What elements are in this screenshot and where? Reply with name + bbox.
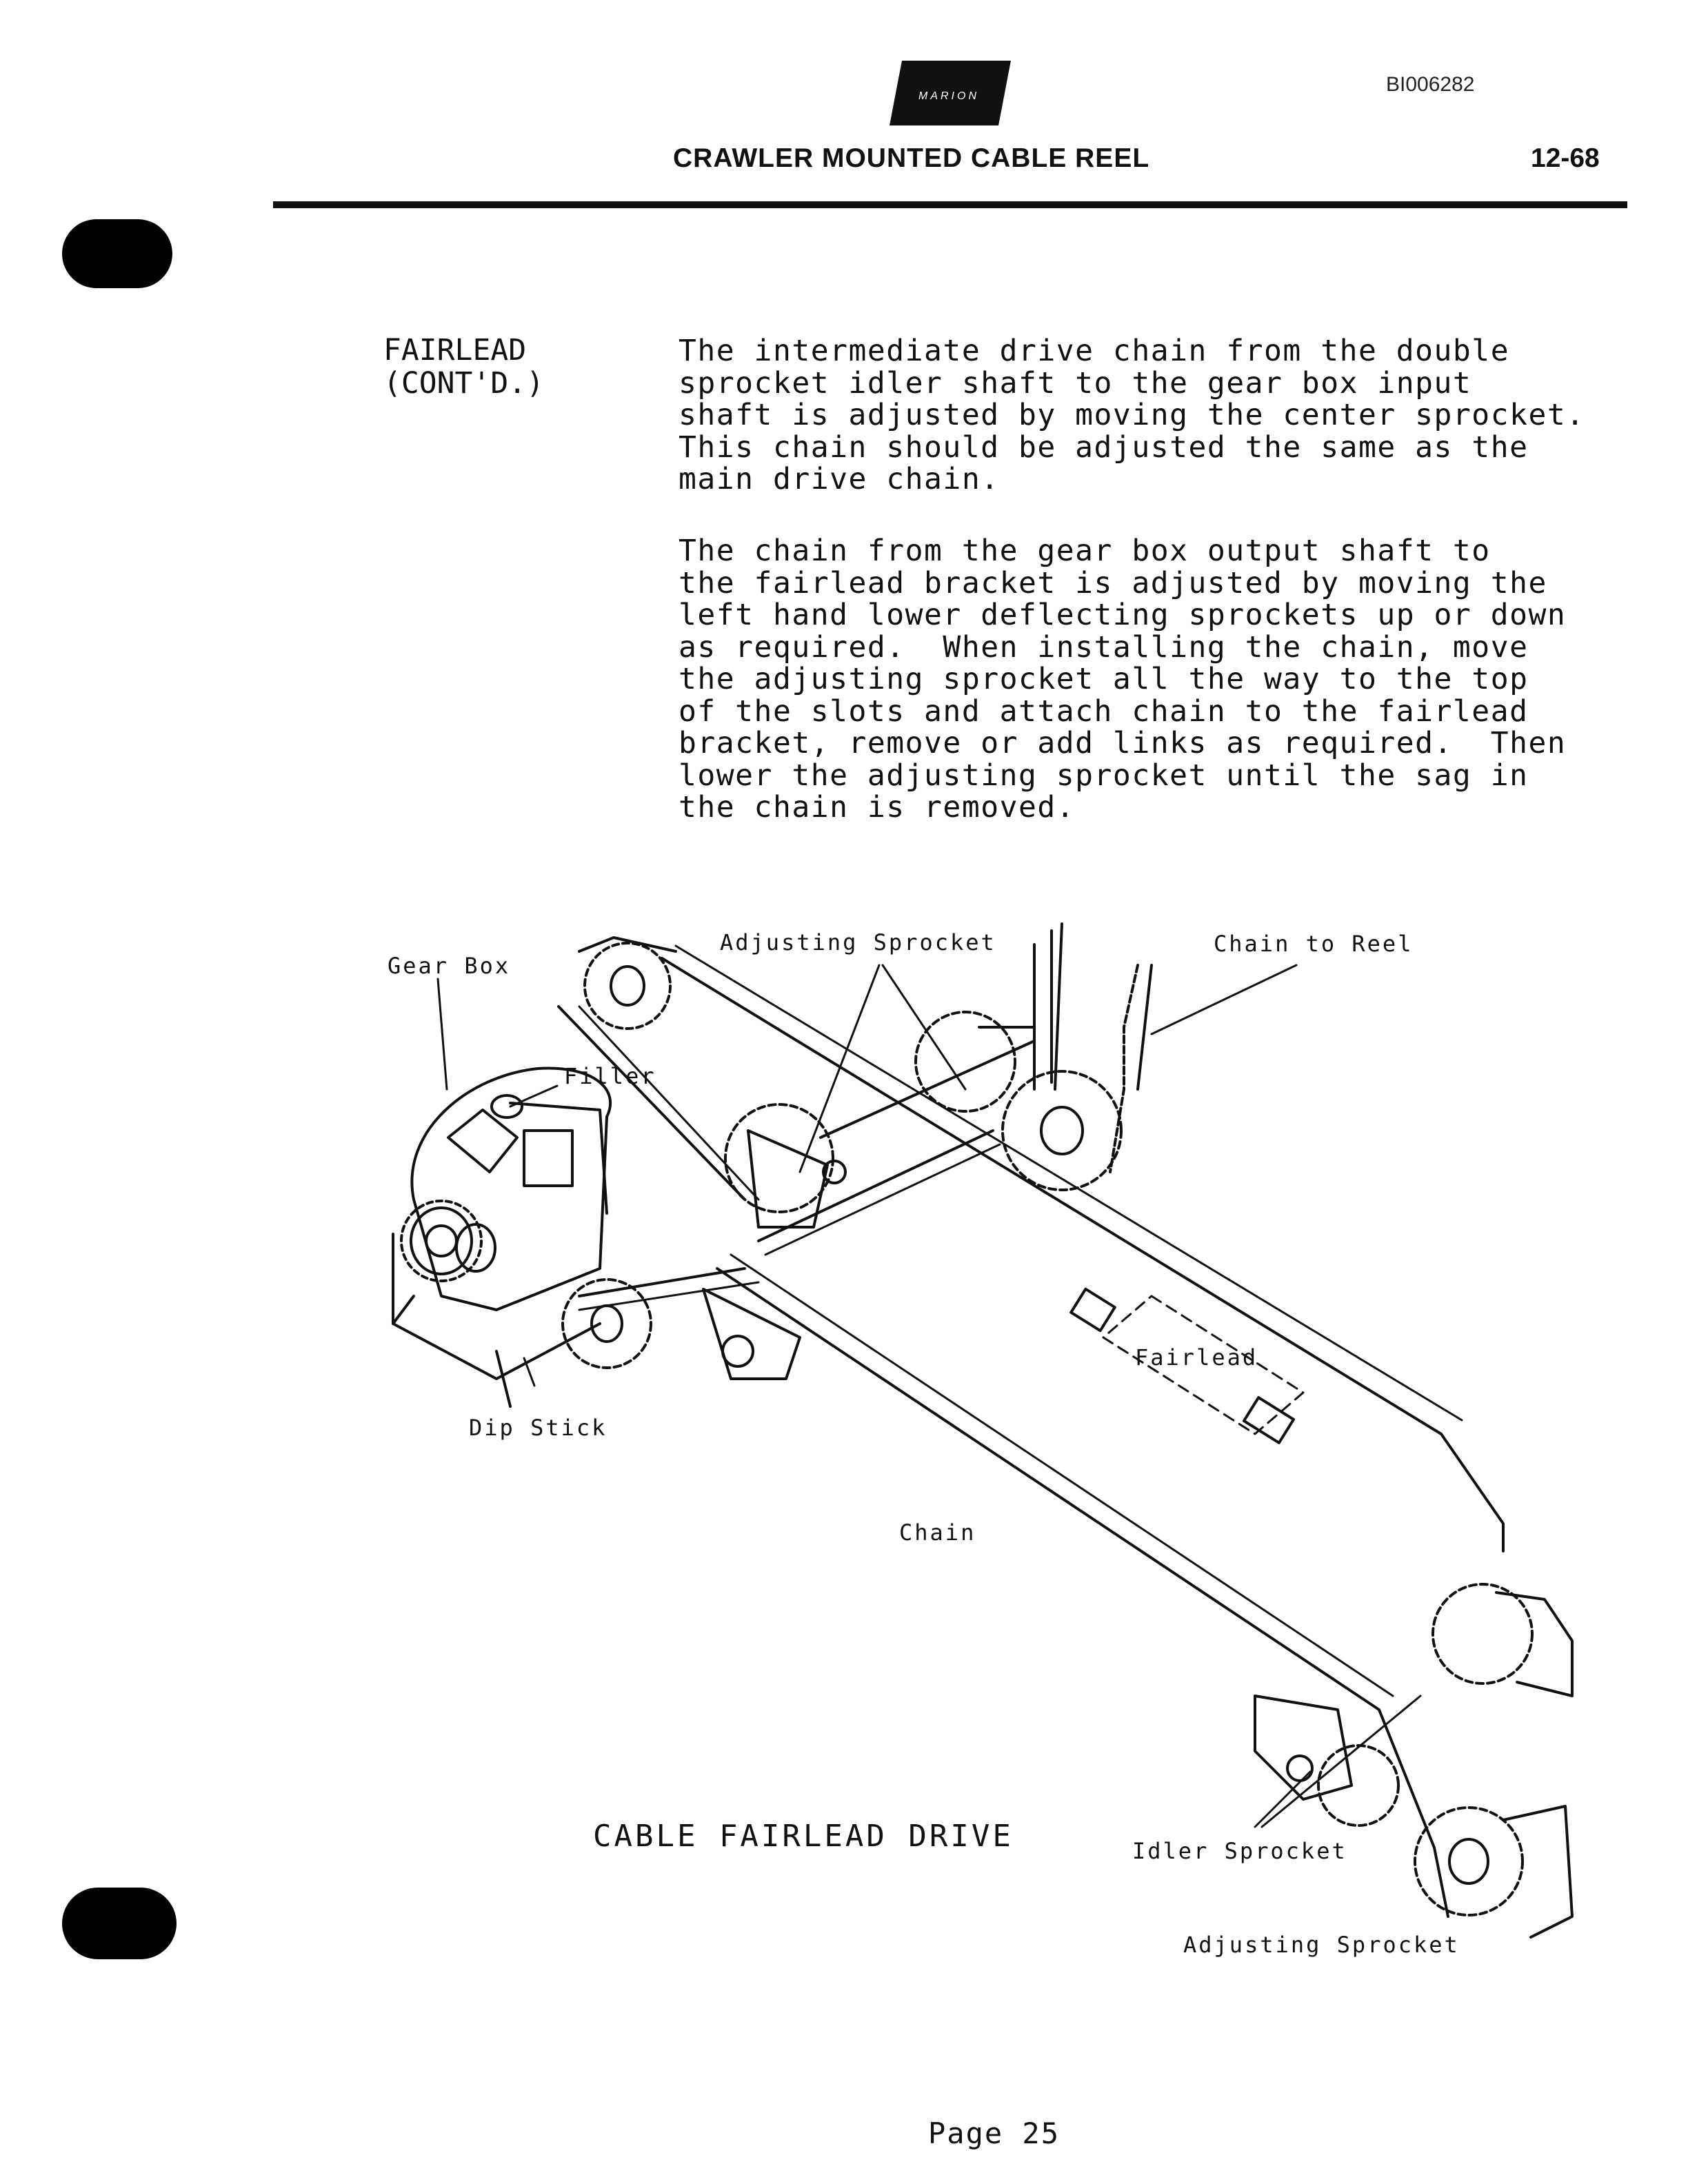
paragraph-line: the fairlead bracket is adjusted by moving the (679, 565, 1547, 600)
section-label (383, 334, 544, 400)
paragraph-line: sprocket idler shaft to the gear box input (679, 365, 1472, 401)
marion-logo (890, 61, 1011, 125)
logo-text: MARION (918, 90, 979, 102)
header-rule (273, 201, 1627, 208)
top-adjusting-sprocket (579, 938, 676, 1029)
label-adjusting-sprocket-bottom: Adjusting Sprocket (1183, 1932, 1460, 1958)
paragraph-2 (679, 535, 1566, 824)
paragraph-line: lower the adjusting sprocket until the sag in (679, 758, 1529, 793)
paragraph-line: This chain should be adjusted the same as the (679, 429, 1529, 465)
page-reference: 12-68 (1531, 143, 1600, 173)
paragraph-line: left hand lower deflecting sprockets up or down (679, 598, 1567, 632)
label-idler-sprocket: Idler Sprocket (1132, 1838, 1347, 1864)
binder-hole-bottom (62, 1888, 177, 1959)
label-chain: Chain (899, 1519, 976, 1546)
label-fairlead: Fairlead (1135, 1344, 1258, 1371)
label-chain-to-reel: Chain to Reel (1214, 931, 1414, 957)
document-id: BI006282 (1386, 73, 1475, 96)
paragraph-line: the chain is removed. (679, 790, 1076, 825)
figure-caption: CABLE FAIRLEAD DRIVE (593, 1819, 1014, 1854)
frame-rails (559, 946, 1503, 1917)
paragraph-line: shaft is adjusted by moving the center sprocket. (679, 398, 1585, 432)
paragraph-1 (679, 335, 1585, 496)
label-filler: Filler (564, 1063, 656, 1089)
paragraph-line: The intermediate drive chain from the double (679, 334, 1510, 368)
paragraph-line: The chain from the gear box output shaft to (679, 534, 1491, 568)
paragraph-line: the adjusting sprocket all the way to the top (679, 662, 1529, 696)
label-gear-box: Gear Box (388, 953, 511, 979)
page-footer: Page 25 (928, 2116, 1061, 2150)
paragraph-line: of the slots and attach chain to the fairlead (679, 694, 1529, 729)
paragraph-line: bracket, remove or add links as required. Then (679, 726, 1567, 760)
header-title: CRAWLER MOUNTED CABLE REEL (673, 143, 1150, 173)
section-label-line1: FAIRLEAD (383, 333, 527, 367)
label-dip-stick: Dip Stick (469, 1415, 607, 1441)
paragraph-line: as required. When installing the chain, move (679, 629, 1529, 665)
lower-right-sprockets (1255, 1584, 1572, 1937)
idler-double-sprocket (916, 924, 1121, 1190)
section-label-line2: (CONT'D.) (383, 366, 544, 401)
reel-chain (1110, 965, 1152, 1172)
binder-hole-top (62, 219, 172, 288)
filler-cap (492, 1095, 522, 1118)
paragraph-line: main drive chain. (679, 462, 1000, 496)
label-adjusting-sprocket-top: Adjusting Sprocket (720, 929, 996, 956)
